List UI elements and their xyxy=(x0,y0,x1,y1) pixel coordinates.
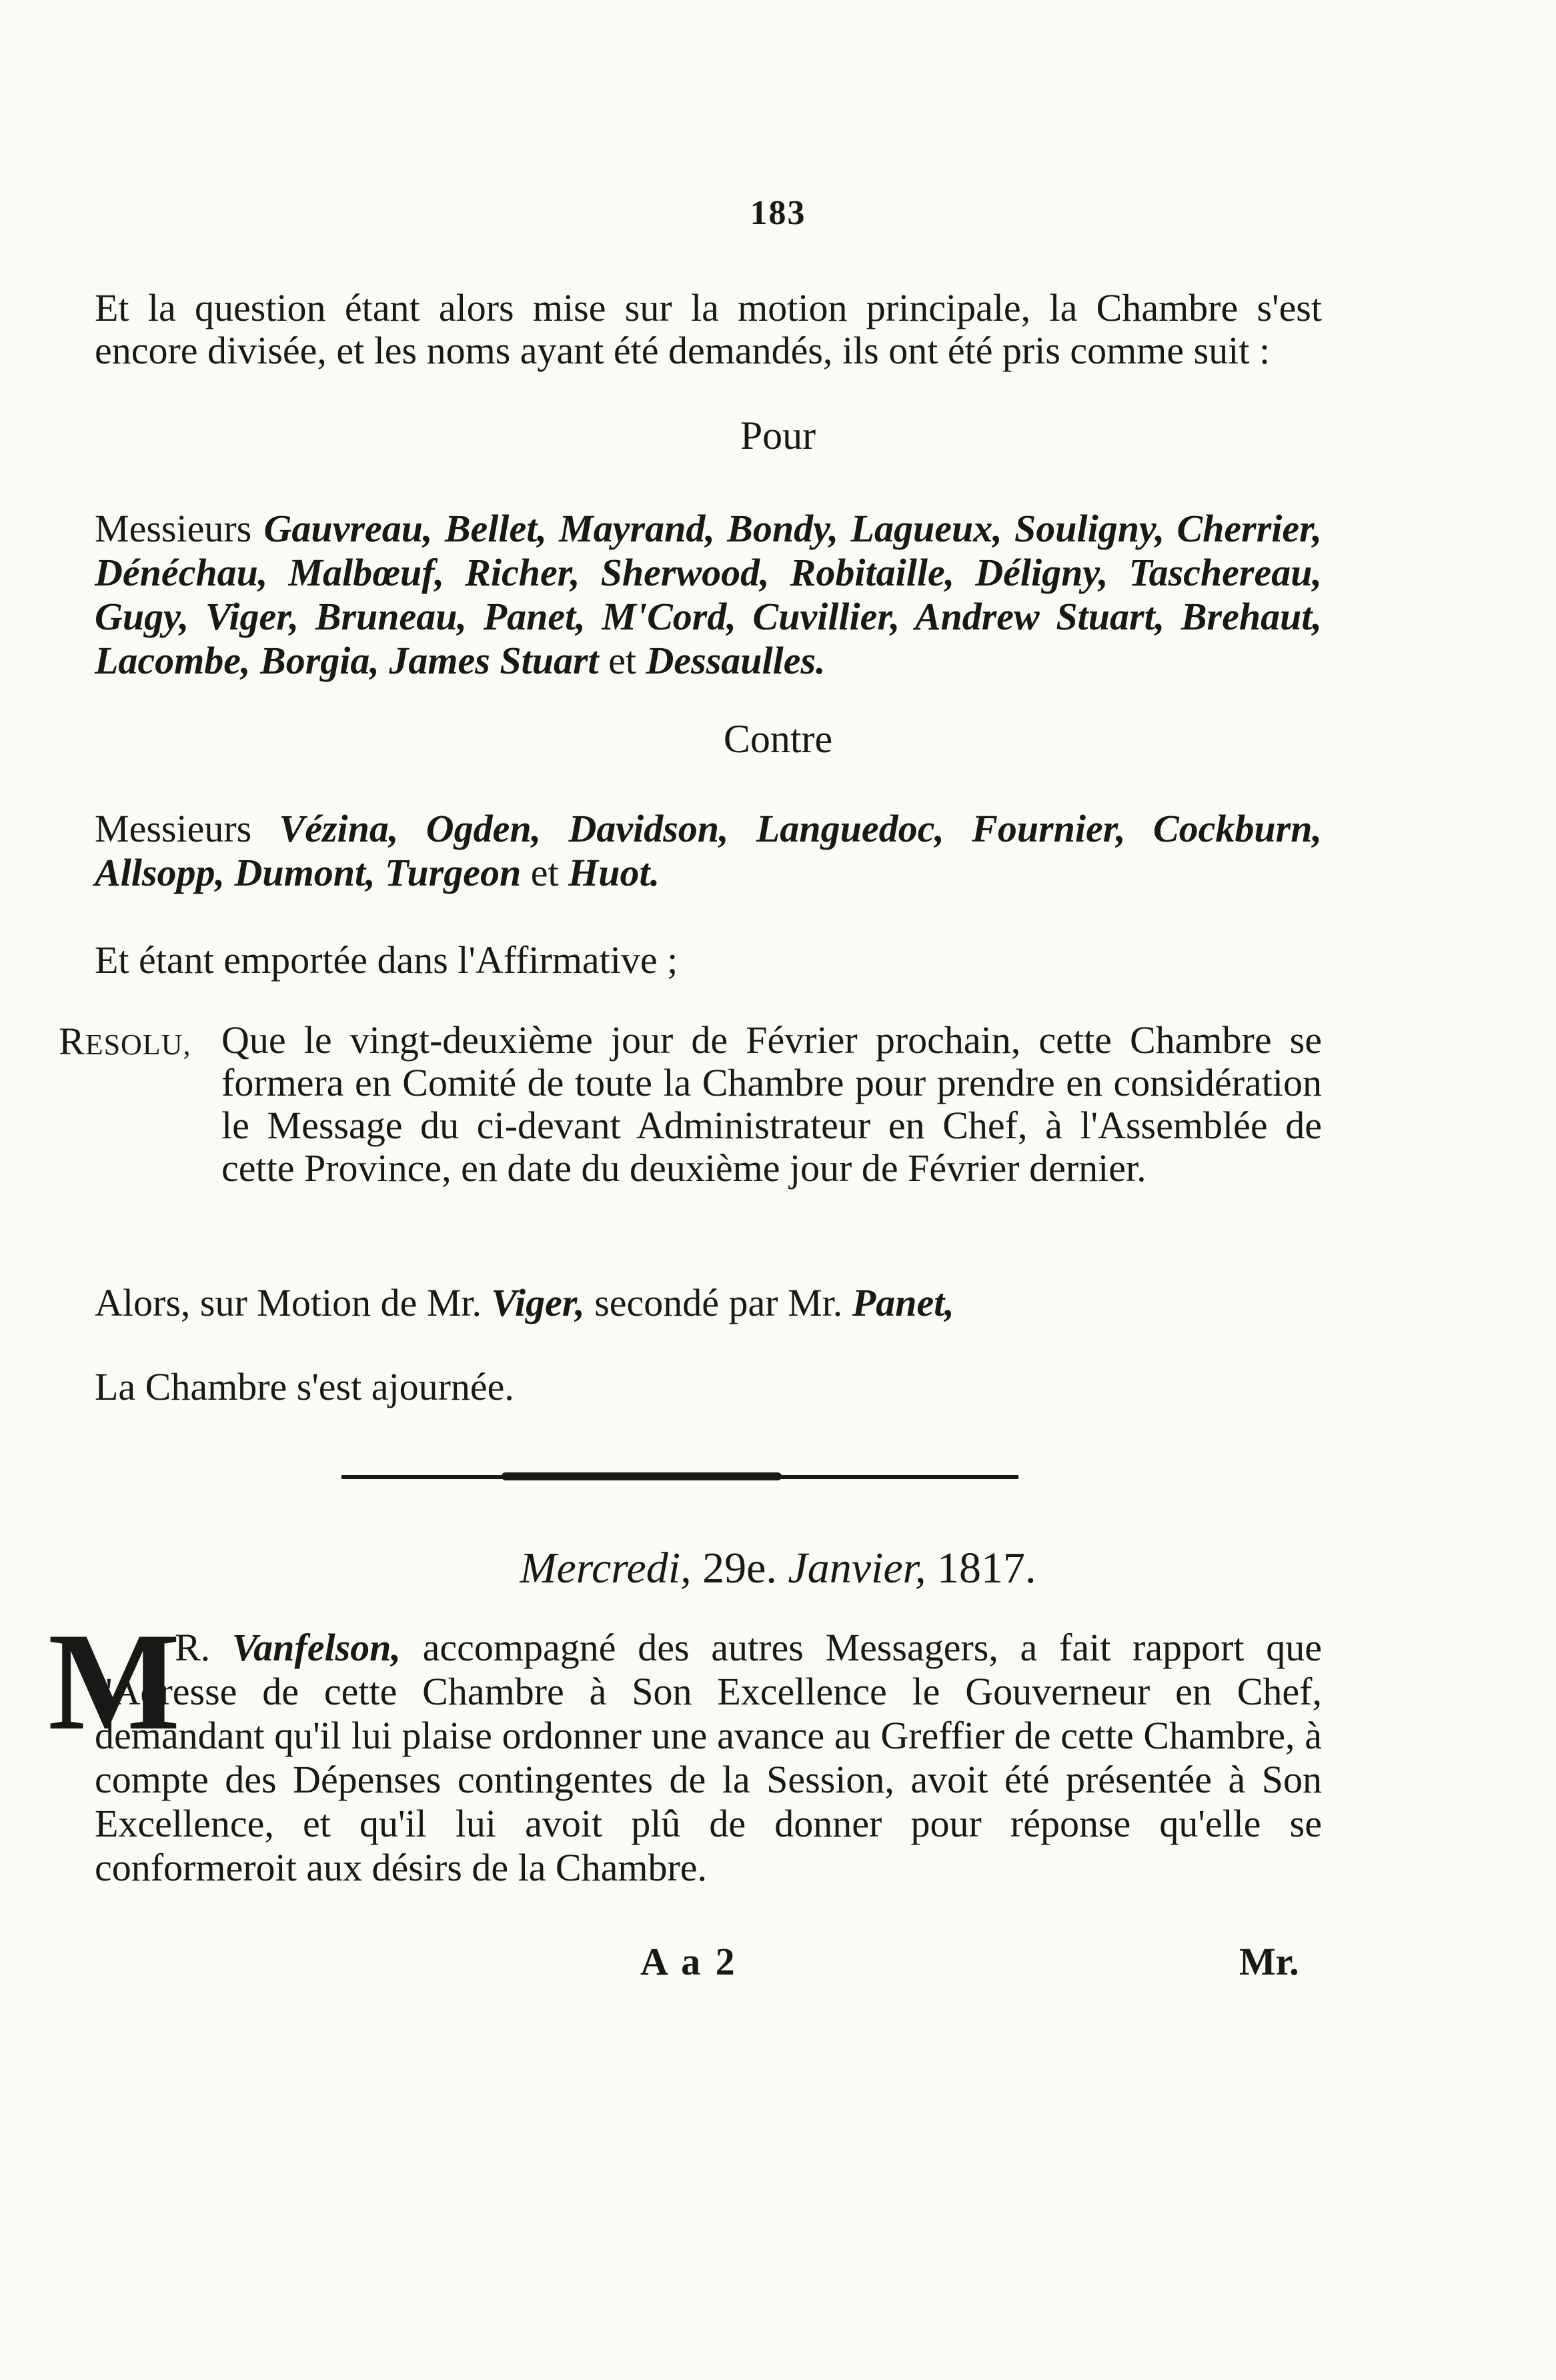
report-text: accompagné des autres Messagers, a fait rapport que l'Adresse de cette Chambre à Son Excellence le Gouverneur en Chef, demandant qu'il lui plaise ordonner une avance au Greffier de cette Chambre, à compte des Dépenses contingentes de la Session, avoit été présentée à Son Excellence, et qu'il lui avoit plû de donner pour réponse qu'elle se conformeroit aux désirs de la Chambre. xyxy=(95,1626,1323,1889)
contre-list xyxy=(95,807,1322,895)
contre-names: Vézina, Ogden, Davidson, Languedoc, Fournier, Cockburn, Allsopp, Dumont, Turgeon xyxy=(95,807,1322,894)
resolu-text: Que le vingt-deuxième jour de Février prochain, cette Chambre se formera en Comité de toute la Chambre pour prendre en considération le Message du ci-devant Administrateur en Chef, à l'Assemblée de cette Province, en date du deuxième jour de Février dernier. xyxy=(221,1018,1322,1190)
adjourn-line: La Chambre s'est ajournée. xyxy=(95,1365,514,1408)
session-date xyxy=(0,1543,1556,1594)
report-paragraph xyxy=(95,1626,1322,1890)
drop-cap: M xyxy=(48,1604,181,1759)
contre-conj: et xyxy=(530,851,559,894)
pour-prefix: Messieurs xyxy=(95,507,252,550)
mover-name: Viger, xyxy=(491,1281,585,1324)
contre-prefix: Messieurs xyxy=(95,807,252,850)
seconder-name: Panet, xyxy=(852,1281,954,1324)
division-intro: Et la question étant alors mise sur la motion principale, la Chambre s'est encore divisée, et les noms ayant été demandés, ils ont été pris comme suit : xyxy=(95,286,1322,372)
reporter-name: Vanfelson, xyxy=(231,1626,401,1669)
date-day: Mercredi, xyxy=(520,1544,692,1592)
section-divider xyxy=(341,1474,1018,1480)
contre-last: Huot. xyxy=(568,851,660,894)
pour-names: Gauvreau, Bellet, Mayrand, Bondy, Lagueux, Souligny, Cherrier, Dénéchau, Malbœuf, Richer, Sherwood, Robitaille, Déligny, Taschereau, Gugy, Viger, Bruneau, Panet, M'Cord, Cuvillier, Andrew Stuart, Brehaut, Lacombe, Borgia, James Stuart xyxy=(95,507,1323,682)
contre-heading: Contre xyxy=(723,717,833,761)
signature-mark: A a 2 xyxy=(640,1940,738,1983)
pour-last: Dessaulles. xyxy=(646,639,826,682)
pour-list xyxy=(95,507,1322,683)
date-year: 1817. xyxy=(937,1544,1036,1592)
catchword: Mr. xyxy=(1239,1940,1299,1983)
motion-line: Alors, sur Motion de Mr. Viger, secondé par Mr. Panet, xyxy=(95,1281,954,1324)
pour-conj: et xyxy=(608,639,637,682)
date-month: Janvier, xyxy=(788,1544,926,1592)
report-first-word: R. xyxy=(175,1626,211,1669)
resolu-label: RESOLU, xyxy=(59,1020,191,1063)
page-number: 183 xyxy=(750,194,806,232)
affirmative-line: Et étant emportée dans l'Affirmative ; xyxy=(95,938,678,982)
date-num: 29e. xyxy=(702,1544,777,1592)
pour-heading: Pour xyxy=(740,413,816,457)
